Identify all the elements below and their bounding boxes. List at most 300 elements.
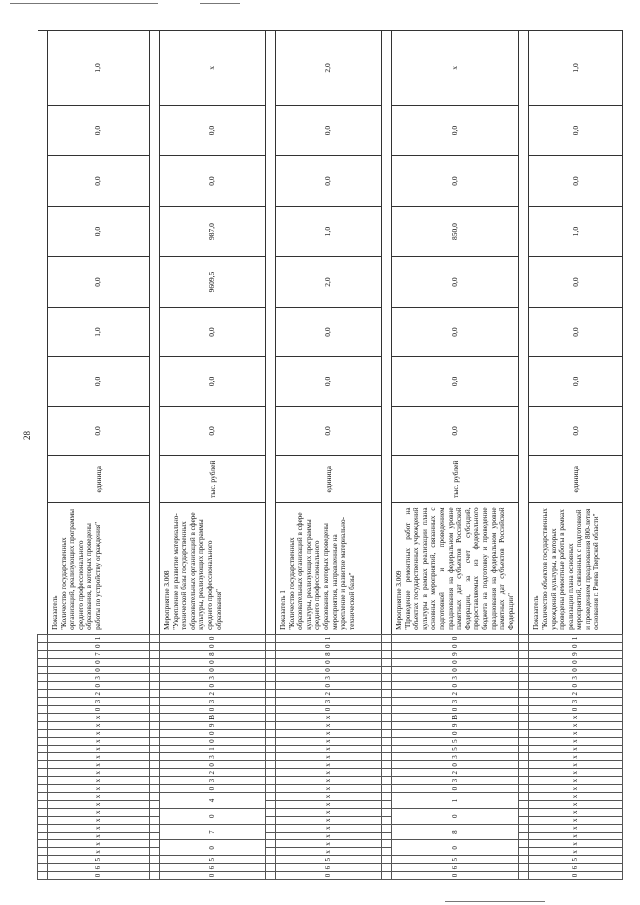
value-cell: 1,0 [48,31,150,106]
blank-cell [382,698,392,706]
code-digit: 0 [160,706,266,714]
blank-cell [266,745,276,753]
blank-cell [382,713,392,721]
value-cell: 850,0 [392,206,519,256]
code-digit: х [276,816,382,824]
blank-cell [266,840,276,848]
unit-of-measure: тыс. рублей [160,456,266,503]
value-cell: 2,0 [276,31,382,106]
code-digit: 5 [529,856,623,864]
value-cell: 0,0 [48,206,150,256]
code-digit: х [276,840,382,848]
blank-cell [519,872,529,880]
code-digit: 5 [392,737,519,745]
blank-cell [519,698,529,706]
code-digit: х [529,737,623,745]
code-digit: 0 [529,872,623,880]
code-digit: 8 [160,650,266,658]
code-digit: х [529,721,623,729]
blank-cell [150,793,160,801]
blank-cell [38,666,48,674]
table-row [160,31,266,880]
blank-cell [382,737,392,745]
code-digit: х [529,713,623,721]
code-digit: 0 [48,706,150,714]
code-digit: х [276,769,382,777]
code-digit: 0 [160,682,266,690]
blank-cell [38,634,48,642]
code-digit: 0 [529,666,623,674]
blank-cell [382,848,392,856]
blank-cell [382,634,392,642]
code-digit: х [529,840,623,848]
code-digit: х [529,785,623,793]
code-digit: 4 [160,793,266,809]
code-digit: х [48,800,150,808]
code-digit: х [48,737,150,745]
blank-cell [382,824,392,832]
blank-cell [150,634,160,642]
code-digit: 0 [276,642,382,650]
code-digit: 0 [160,808,266,824]
code-digit: 0 [48,658,150,666]
blank-cell [150,856,160,864]
blank-cell [382,800,392,808]
code-digit: 0 [160,666,266,674]
blank-cell [150,737,160,745]
blank-cell [38,777,48,785]
blank-cell [38,706,48,714]
code-digit: 2 [276,690,382,698]
blank-cell [150,729,160,737]
blank-cell [266,848,276,856]
blank-cell [38,713,48,721]
blank-cell [266,31,276,635]
code-digit: х [276,729,382,737]
blank-cell [266,706,276,714]
blank-cell [38,800,48,808]
value-cell: 0,0 [160,357,266,406]
value-cell: 0,0 [392,357,519,406]
code-digit: х [276,824,382,832]
code-digit: 6 [48,864,150,872]
code-digit: 2 [392,769,519,777]
blank-cell [266,769,276,777]
blank-cell [382,31,392,635]
code-digit: х [48,840,150,848]
scan-edge-mark [10,3,158,4]
blank-cell [150,698,160,706]
code-digit: 9 [392,650,519,658]
blank-cell [266,753,276,761]
value-cell: 0,0 [160,307,266,356]
rotated-table-wrapper [37,30,609,880]
blank-cell [382,706,392,714]
blank-cell [150,658,160,666]
blank-cell [266,832,276,840]
code-digit: 9 [160,721,266,729]
code-digit: 1 [529,634,623,642]
code-digit: х [529,753,623,761]
blank-cell [38,650,48,658]
program-table [37,30,623,880]
blank-cell [150,832,160,840]
blank-cell [38,737,48,745]
value-cell: 0,0 [276,105,382,155]
blank-cell [150,848,160,856]
code-digit: х [529,800,623,808]
value-cell: 0,0 [529,307,623,356]
code-digit: х [529,777,623,785]
code-digit: х [529,761,623,769]
code-digit: 0 [160,761,266,769]
blank-cell [266,793,276,801]
code-digit: 0 [48,682,150,690]
blank-cell [519,816,529,824]
blank-cell [519,713,529,721]
blank-cell [38,642,48,650]
unit-of-measure: единица [48,456,150,503]
code-digit: 0 [392,706,519,714]
code-digit: В [160,713,266,721]
blank-cell [382,642,392,650]
code-digit: 0 [392,761,519,769]
value-cell: х [392,31,519,106]
code-digit: х [276,800,382,808]
table-row [392,31,519,880]
code-digit: 6 [276,864,382,872]
blank-cell [382,745,392,753]
blank-cell [266,674,276,682]
row-separator [150,31,160,880]
value-cell: 0,0 [276,156,382,206]
code-digit: х [276,808,382,816]
blank-cell [382,769,392,777]
code-digit: 0 [48,872,150,880]
blank-cell [519,840,529,848]
blank-cell [38,785,48,793]
code-digit: 3 [160,674,266,682]
code-digit: 0 [529,706,623,714]
blank-cell [519,808,529,816]
code-digit: х [276,793,382,801]
value-cell: 1,0 [48,307,150,356]
blank-cell [266,634,276,642]
code-digit: 3 [276,674,382,682]
value-cell: 1,0 [529,206,623,256]
code-digit: х [276,777,382,785]
code-digit: 0 [392,682,519,690]
blank-cell [266,785,276,793]
code-digit: х [529,769,623,777]
code-digit: 5 [392,745,519,753]
code-digit: 0 [48,642,150,650]
code-digit: х [529,808,623,816]
code-digit: 0 [529,658,623,666]
code-digit: 8 [276,650,382,658]
value-cell: 0,0 [392,156,519,206]
table-row [48,31,150,880]
blank-cell [382,721,392,729]
blank-cell [266,800,276,808]
blank-cell [150,753,160,761]
blank-cell [150,650,160,658]
code-digit: 0 [276,872,382,880]
blank-cell [150,642,160,650]
blank-cell [38,832,48,840]
code-digit: 0 [160,872,266,880]
blank-cell [266,808,276,816]
code-digit: х [529,745,623,753]
code-digit: 0 [160,737,266,745]
value-cell: 0,0 [276,406,382,455]
blank-cell [150,872,160,880]
scan-edge-mark [200,3,240,4]
code-digit: 0 [160,642,266,650]
blank-cell [519,642,529,650]
blank-cell [38,769,48,777]
blank-cell [382,832,392,840]
code-digit: 2 [160,769,266,777]
value-cell: 987,0 [160,206,266,256]
code-digit: 2 [392,690,519,698]
blank-cell [519,856,529,864]
code-digit: 1 [160,745,266,753]
blank-cell [519,690,529,698]
code-digit: 3 [392,698,519,706]
code-digit: х [48,777,150,785]
blank-cell [382,682,392,690]
blank-cell [519,777,529,785]
blank-cell [266,864,276,872]
code-digit: 6 [529,864,623,872]
blank-cell [150,808,160,816]
value-cell: 0,0 [529,357,623,406]
blank-cell [382,753,392,761]
code-digit: х [48,729,150,737]
code-digit: 0 [392,658,519,666]
blank-cell [150,706,160,714]
blank-cell [266,713,276,721]
code-digit: 2 [48,690,150,698]
blank-cell [150,816,160,824]
blank-cell [266,650,276,658]
blank-cell [382,729,392,737]
blank-cell [38,31,48,635]
blank-cell [150,761,160,769]
code-digit: В [392,713,519,721]
blank-cell [519,674,529,682]
blank-cell [382,816,392,824]
blank-cell [382,840,392,848]
blank-cell [266,642,276,650]
value-cell: 0,0 [276,307,382,356]
code-digit: 0 [392,840,519,856]
blank-cell [150,674,160,682]
blank-cell [519,793,529,801]
value-cell: 0,0 [392,257,519,307]
value-cell: 0,0 [160,105,266,155]
value-cell: 0,0 [529,156,623,206]
code-digit: 3 [160,698,266,706]
code-digit: х [48,713,150,721]
code-digit: 7 [160,824,266,840]
code-digit: 0 [160,840,266,856]
blank-cell [38,690,48,698]
blank-cell [38,658,48,666]
code-digit: х [48,808,150,816]
code-digit: 0 [392,872,519,880]
code-digit: 0 [48,666,150,674]
value-cell: 0,0 [48,105,150,155]
blank-cell [266,777,276,785]
item-name: Показатель "Количество объектов государственных учреждений культуры, в которых проведены ремонтные работы в рамках реализации плана основных мероприятий, связанных с подготовкой и проведением празднования 800-летия основания г. Ржева Тверской области" [529,503,623,634]
blank-cell [519,848,529,856]
blank-cell [38,793,48,801]
code-digit: х [276,761,382,769]
code-digit: 5 [276,856,382,864]
blank-cell [38,864,48,872]
code-digit: 0 [276,658,382,666]
code-digit: х [276,713,382,721]
blank-cell [382,666,392,674]
blank-cell [266,666,276,674]
item-name: Показатель "Количество государственных организаций, реализующих программы среднего профессионального образования, в которых проведены работы по устройству ограждения" [48,503,150,634]
blank-cell [38,808,48,816]
blank-cell [382,785,392,793]
blank-cell [266,761,276,769]
code-digit: 1 [48,634,150,642]
blank-cell [266,658,276,666]
table-row [529,31,623,880]
code-digit: 0 [160,729,266,737]
blank-cell [382,793,392,801]
value-cell: 2,0 [276,257,382,307]
blank-cell [382,690,392,698]
blank-cell [519,658,529,666]
blank-cell [38,698,48,706]
blank-cell [266,729,276,737]
blank-cell [519,682,529,690]
blank-cell [38,856,48,864]
blank-cell [150,777,160,785]
blank-cell [266,816,276,824]
blank-cell [150,713,160,721]
code-digit: 3 [160,777,266,785]
code-digit: 6 [160,864,266,872]
value-cell: 0,0 [160,156,266,206]
value-cell: 0,0 [392,307,519,356]
code-digit: 0 [160,634,266,642]
blank-cell [150,864,160,872]
code-digit: 0 [160,658,266,666]
row-separator [519,31,529,880]
page-number: 28 [22,431,32,440]
blank-cell [266,856,276,864]
blank-cell [382,650,392,658]
code-digit: х [48,753,150,761]
value-cell: 0,0 [160,406,266,455]
value-cell: 1,0 [276,206,382,256]
blank-cell [382,864,392,872]
code-digit: 0 [392,634,519,642]
blank-cell [266,721,276,729]
item-name: Показатель 1 "Количество государственных образовательных организаций в сфере культуры, реализующих программы среднего профессионального образования, в которых проведены мероприятия, направленные на укрепление и развитие материально-технической базы" [276,503,382,634]
code-digit: х [48,816,150,824]
code-digit: 1 [276,634,382,642]
blank-cell [519,650,529,658]
code-digit: х [48,769,150,777]
blank-cell [519,824,529,832]
blank-cell [519,864,529,872]
unit-of-measure: единица [529,456,623,503]
blank-cell [266,698,276,706]
code-digit: х [276,737,382,745]
blank-cell [519,769,529,777]
blank-cell [266,872,276,880]
blank-cell [266,737,276,745]
blank-cell [266,682,276,690]
blank-cell [519,634,529,642]
row-separator [382,31,392,880]
value-cell: 0,0 [276,357,382,406]
blank-cell [38,674,48,682]
code-digit: х [529,793,623,801]
item-name: Мероприятие 3.009 "Проведение ремонтных работ на объектах государственных учреждений культуры в рамках реализации плана основных мероприятий, связанных с подготовкой и проведением празднования на федеральном уровне памятных дат субъектов Российской Федерации, за счет субсидий, предоставляемых из федерального бюджета на подготовку и проведение празднования на федеральном уровне памятных дат субъектов Российской Федерации" [392,503,519,634]
value-cell: 0,0 [392,406,519,455]
value-cell: 0,0 [529,105,623,155]
code-digit: 0 [392,808,519,824]
code-digit: х [276,848,382,856]
row-separator [266,31,276,880]
blank-cell [266,690,276,698]
blank-cell [150,721,160,729]
code-digit: 5 [48,856,150,864]
code-digit: 0 [392,729,519,737]
value-cell: х [160,31,266,106]
code-digit: 3 [392,753,519,761]
blank-cell [519,761,529,769]
value-cell: 0,0 [48,406,150,455]
code-digit: 5 [160,856,266,864]
blank-cell [382,872,392,880]
blank-cell [38,753,48,761]
code-digit: 0 [276,682,382,690]
blank-cell [519,745,529,753]
blank-cell [150,31,160,635]
table-row [276,31,382,880]
code-digit: 0 [392,642,519,650]
blank-cell [38,816,48,824]
blank-cell [519,832,529,840]
code-digit: х [48,793,150,801]
value-cell: 0,0 [529,406,623,455]
code-digit: х [529,824,623,832]
code-digit: 0 [160,785,266,793]
code-digit: 0 [276,666,382,674]
blank-cell [519,666,529,674]
code-digit: 3 [529,674,623,682]
code-digit: х [276,745,382,753]
code-digit: х [529,848,623,856]
blank-cell [150,824,160,832]
value-cell: 0,0 [48,357,150,406]
code-digit: х [48,832,150,840]
blank-cell [150,690,160,698]
code-digit: х [529,816,623,824]
blank-cell [38,721,48,729]
code-digit: 3 [48,674,150,682]
